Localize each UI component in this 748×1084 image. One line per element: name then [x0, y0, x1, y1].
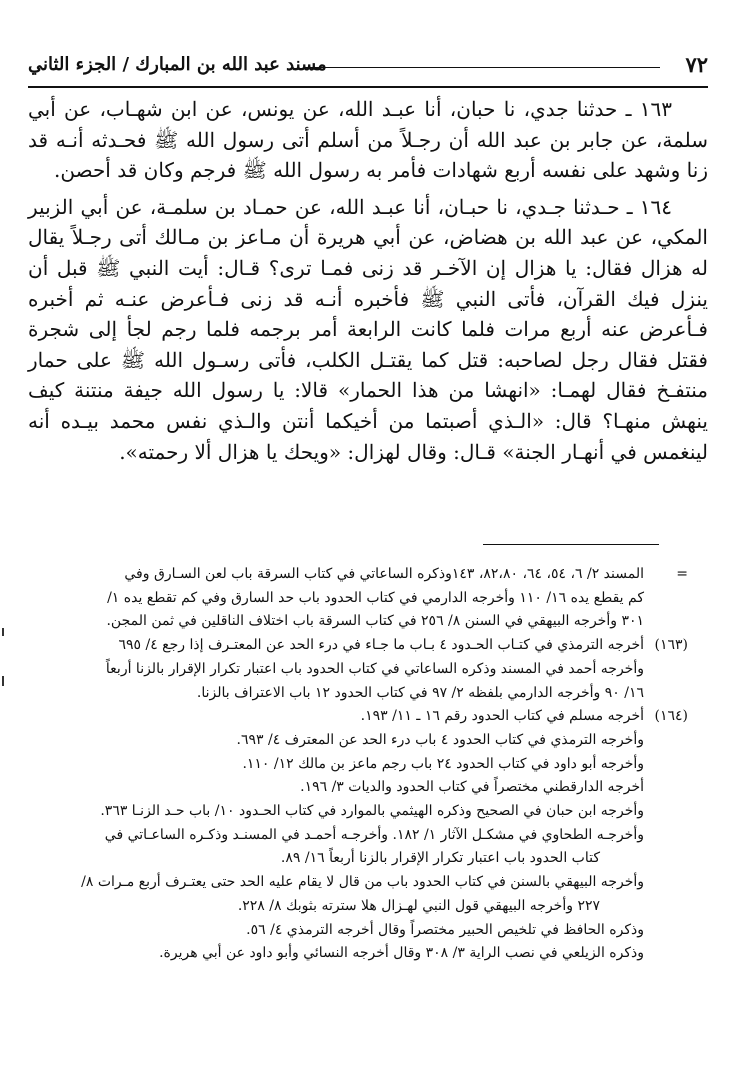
running-header [28, 52, 708, 88]
footnote-marker: = [676, 566, 688, 582]
footnote-separator [483, 544, 659, 545]
footnote-164 [28, 705, 688, 966]
footnote-line: وأخرجه الترمذي في كتاب الحدود ٤ باب درء الحد عن المعترف ٤/ ٦٩٣. [236, 731, 644, 748]
footnote-line: وأخرجه أحمد في المسند وذكره الساعاتي في كتاب الحدود باب اعتبار تكرار الإقرار بالزنا أربعاً [105, 660, 644, 677]
footnote-line: ٣٠١ وأخرجه البيهقي في السنن ٨/ ٢٥٦ في كتاب السرقة باب اختلاف الناقلين في ثمن المجن. [106, 613, 644, 630]
footnote-line: ٢٢٧ وأخرجه البيهقي قول النبي لهـزال هلا سترته بثوبك ٨/ ٢٢٨. [237, 897, 600, 914]
running-title: مسند عبد الله بن المبارك / الجزء الثاني [28, 54, 327, 75]
page-number: ٧٢ [685, 52, 708, 77]
hadith-text [28, 94, 708, 473]
footnote-line: أخرجه الدارقطني مختصراً في كتاب الحدود والديات ٣/ ١٩٦. [300, 779, 644, 796]
footnote-line: وأخرجه البيهقي بالسنن في كتاب الحدود باب من قال لا يقام عليه الحد حتى يعتـرف أربع مـرات ٨/ [81, 874, 644, 891]
header-rule [304, 67, 660, 68]
footnote-marker: (١٦٣) [654, 637, 688, 654]
footnote-line: وذكره الحافظ في تلخيص الحبير مختصراً وقال أخرجه الترمذي ٤/ ٥٦. [246, 921, 644, 938]
footnote-line: وأخرجه أبو داود في كتاب الحدود ٢٤ باب رجم ماعز بن مالك ١٢/ ١١٠. [242, 755, 644, 772]
footnote-line: وذكره الزيلعي في نصب الراية ٣/ ٣٠٨ وقال أخرجه النسائي وأبو داود عن أبي هريرة. [159, 945, 644, 962]
footnote-line: المسند ٢/ ٦، ٥٤، ٦٤، ٨٢،٨٠، ١٤٣وذكره الساعاتي في كتاب السرقة باب لعن السـارق وفي [124, 566, 644, 582]
footnote-line: كم يقطع يده ١٦/ ١١٠ وأخرجه الدارمي في كتاب الحدود باب حد السارق وفي كم تقطع يده ١/ [107, 589, 644, 606]
footnote-line: ١٦/ ٩٠ وأخرجه الدارمي بلفظه ٢/ ٩٧ في كتاب الحدود ١٢ باب الاعتراف بالزنا. [196, 684, 644, 701]
margin-mark [2, 676, 4, 686]
footnote-line: كتاب الحدود باب اعتبار تكرار الإقرار بالزنا أربعاً ١٦/ ٨٩. [280, 850, 600, 867]
footnote-line: أخرجه مسلم في كتاب الحدود رقم ١٦ ـ ١١/ ١٩٣. [360, 708, 644, 725]
footnote-line: أخرجه الترمذي في كتـاب الحـدود ٤ بـاب ما جـاء في درء الحد عن المعتـرف إذا رجع ٤/ ٦٩٥ [118, 637, 644, 654]
hadith-163: ١٦٣ ـ حدثنا جدي، نا حبان، أنا عبـد الله، عن يونس، عن ابن شهـاب، عن أبي سلمة، عن جابر بن عبد الله أن رجـلاً من أسلم أتى رسول الله ﷺ فحـدثه أنـه قد زنا وشهد على نفسه أربع شهادات فأمر به رسول الله ﷺ فرجم وكان قد أحصن. [28, 97, 708, 183]
footnote-line: وأخرجه ابن حبان في الصحيح وذكره الهيثمي بالموارد في كتاب الحـدود ١٠/ باب حـد الزنـا ٣٦٣. [100, 803, 644, 820]
footnote-continuation [28, 563, 688, 634]
margin-mark [2, 628, 4, 636]
footnote-marker: (١٦٤) [654, 708, 688, 725]
hadith-164: ١٦٤ ـ حـدثنا جـدي، نا حبـان، أنا عبـد الله، عن حمـاد بن سلمـة، عن أبي الزبير المكي، عن عبد الله بن هضاض، عن أبي هريرة أن مـاعز بن مـالك أتى رجـلاً يقال له هزال فقال: يا هزال إن الآخـر قد زنى فمـا ترى؟ قـال: أيت النبي ﷺ قبل أن ينزل فيك القرآن، فأتى النبي ﷺ فأخبره أنـه قد زنى فـأعرض عنـه ثم أخبره فـأعرض عنه أربع مرات فلما كانت الرابعة أمر برجمه فلما رجم لجأ إلى شجرة فقتل فقال رجل لصاحبه: قتل كما يقتـل الكلب، فأتى رسـول الله ﷺ على حمار منتفـخ فقال لهمـا: «انهشا من هذا الحمار» قالا: يا رسول الله جيفة منتنة كيف ينهش منهـا؟ قال: «الـذي أصبتما من أخيكما أنتن والـذي نفس محمد بيـده أنه لينغمس في أنهـار الجنة» قـال: وقال لهزال: «ويحك يا هزال ألا رحمته». [28, 194, 708, 464]
footnote-163 [28, 634, 688, 705]
footnotes [28, 563, 688, 966]
footnote-line: وأخرجـه الطحاوي في مشكـل الآثار ١/ ١٨٢. وأخرجـه أحمـد في المسنـد وذكـره الساعـاتي في [104, 826, 644, 843]
